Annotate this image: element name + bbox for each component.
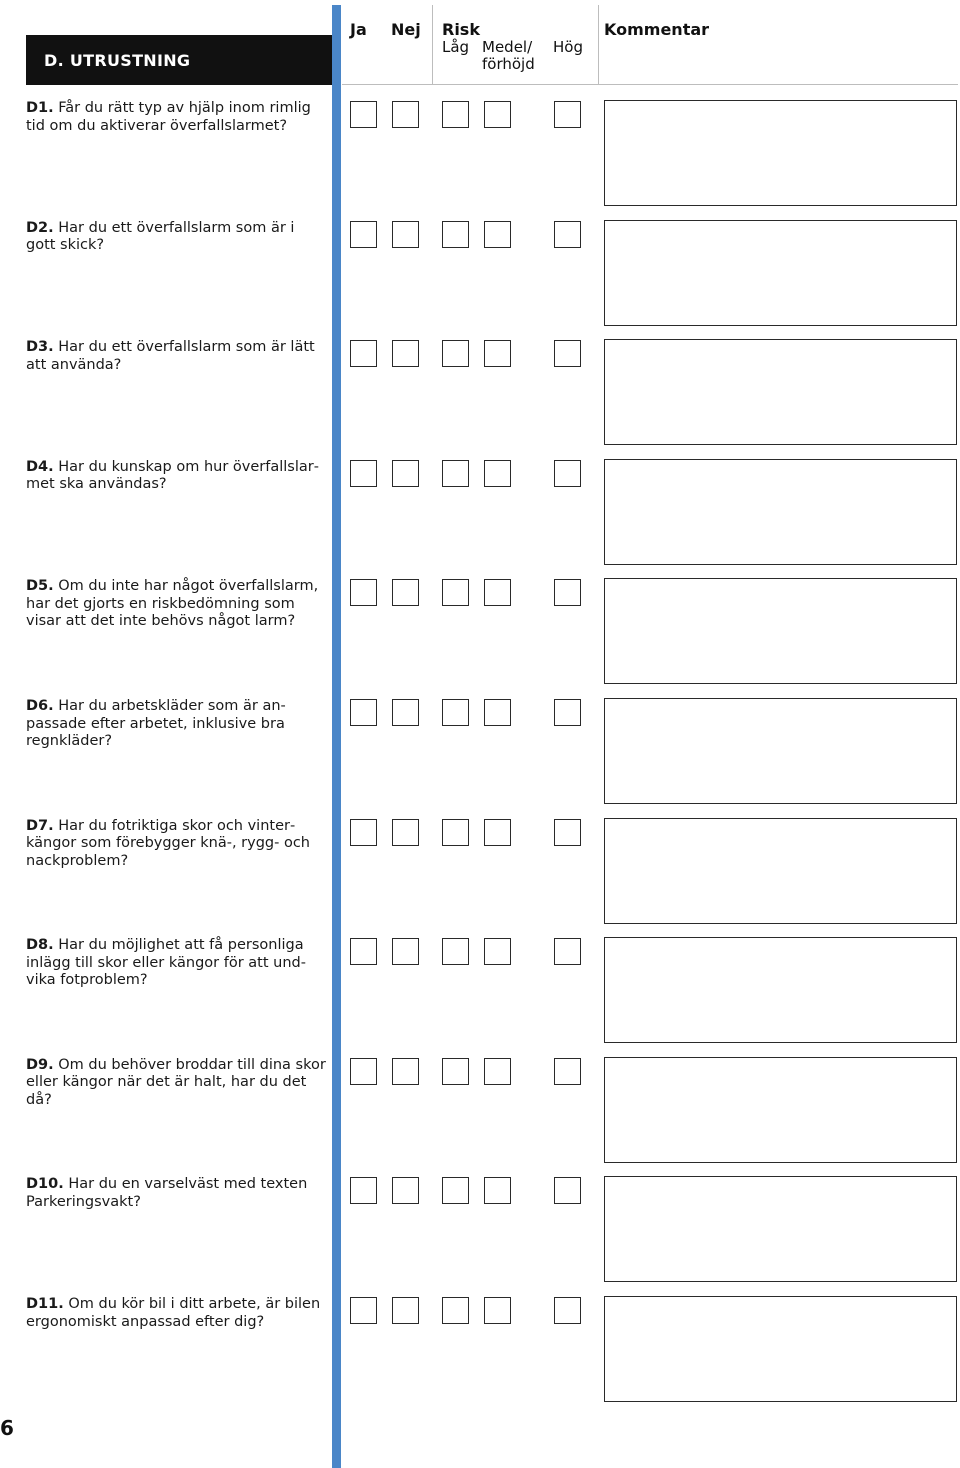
checkbox-nej[interactable] [392, 579, 419, 606]
checkbox-risk-hog[interactable] [554, 1058, 581, 1085]
checkbox-risk-lag[interactable] [442, 1058, 469, 1085]
header-rule [342, 84, 958, 85]
question-body: Om du behöver broddar till dina skor eller kängor när det är halt, har du det då? [26, 1056, 326, 1108]
question-number: D3. [26, 339, 54, 356]
column-ja: Ja [350, 20, 367, 39]
comment-box[interactable] [604, 578, 957, 684]
checkbox-nej[interactable] [392, 699, 419, 726]
checkbox-ja[interactable] [350, 1177, 377, 1204]
checkbox-risk-hog[interactable] [554, 579, 581, 606]
checkbox-risk-lag[interactable] [442, 221, 469, 248]
checkbox-risk-hog[interactable] [554, 938, 581, 965]
question-text [26, 578, 326, 631]
question-text [26, 818, 326, 871]
checkbox-risk-hog[interactable] [554, 1297, 581, 1324]
question-text [26, 100, 326, 135]
comment-box[interactable] [604, 698, 957, 804]
checkbox-risk-medel[interactable] [484, 340, 511, 367]
checkbox-risk-hog[interactable] [554, 101, 581, 128]
column-risk-medel-line1: Medel/ [482, 38, 533, 56]
column-risk-hog: Hög [553, 38, 583, 56]
checkbox-nej[interactable] [392, 819, 419, 846]
question-text [26, 1176, 326, 1211]
checkbox-risk-lag[interactable] [442, 819, 469, 846]
checkbox-risk-hog[interactable] [554, 1177, 581, 1204]
section-header [26, 35, 332, 85]
checkbox-risk-lag[interactable] [442, 699, 469, 726]
question-number: D8. [26, 937, 54, 954]
checkbox-risk-medel[interactable] [484, 579, 511, 606]
question-number: D5. [26, 578, 54, 595]
checkbox-risk-medel[interactable] [484, 101, 511, 128]
question-body: Har du en varselväst med texten Parkeringsvakt? [26, 1176, 308, 1210]
checkbox-risk-lag[interactable] [442, 1297, 469, 1324]
question-number: D9. [26, 1056, 54, 1073]
checkbox-risk-lag[interactable] [442, 938, 469, 965]
question-text [26, 698, 326, 751]
question-number: D7. [26, 817, 54, 834]
checkbox-ja[interactable] [350, 938, 377, 965]
checkbox-nej[interactable] [392, 1058, 419, 1085]
question-body: Har du fotriktiga skor och vinterkängor som förebygger knä-, rygg- och nackproblem? [26, 817, 310, 869]
comment-box[interactable] [604, 1057, 957, 1163]
checkbox-nej[interactable] [392, 460, 419, 487]
checkbox-ja[interactable] [350, 819, 377, 846]
question-body: Har du ett överfallslarm som är lätt att använda? [26, 339, 315, 373]
comment-box[interactable] [604, 459, 957, 565]
checkbox-risk-medel[interactable] [484, 1297, 511, 1324]
page-number: 6 [0, 1416, 14, 1440]
checkbox-risk-lag[interactable] [442, 101, 469, 128]
checkbox-nej[interactable] [392, 101, 419, 128]
question-number: D1. [26, 100, 54, 116]
question-body: Får du rätt typ av hjälp inom rimlig tid om du aktiverar överfallslarmet? [26, 100, 311, 134]
checkbox-ja[interactable] [350, 340, 377, 367]
question-number: D2. [26, 219, 54, 236]
checkbox-ja[interactable] [350, 1058, 377, 1085]
checkbox-risk-medel[interactable] [484, 221, 511, 248]
checkbox-nej[interactable] [392, 221, 419, 248]
checkbox-risk-medel[interactable] [484, 460, 511, 487]
checkbox-risk-hog[interactable] [554, 460, 581, 487]
checkbox-ja[interactable] [350, 460, 377, 487]
question-body: Har du arbetskläder som är anpassade efter arbetet, inklusive bra regnkläder? [26, 698, 286, 749]
question-body: Har du ett överfallslarm som är i gott skick? [26, 219, 295, 254]
checkbox-ja[interactable] [350, 1297, 377, 1324]
question-text [26, 459, 326, 494]
checkbox-risk-hog[interactable] [554, 819, 581, 846]
checkbox-risk-lag[interactable] [442, 1177, 469, 1204]
section-title: D. UTRUSTNING [44, 50, 191, 70]
checkbox-ja[interactable] [350, 221, 377, 248]
comment-box[interactable] [604, 1176, 957, 1282]
checkbox-risk-medel[interactable] [484, 1058, 511, 1085]
question-number: D10. [26, 1176, 64, 1193]
checkbox-ja[interactable] [350, 699, 377, 726]
question-text [26, 220, 326, 255]
checkbox-risk-lag[interactable] [442, 460, 469, 487]
checkbox-ja[interactable] [350, 579, 377, 606]
checkbox-risk-hog[interactable] [554, 340, 581, 367]
checkbox-nej[interactable] [392, 1177, 419, 1204]
column-risk-medel-line2: förhöjd [482, 55, 535, 73]
question-number: D11. [26, 1296, 64, 1312]
question-text [26, 1057, 326, 1110]
question-body: Har du kunskap om hur överfallslarmet ska användas? [26, 458, 319, 493]
question-body: Om du inte har något överfallslarm, har det gjorts en riskbedömning som visar att det inte behövs något larm? [26, 578, 319, 630]
checkbox-risk-medel[interactable] [484, 819, 511, 846]
comment-box[interactable] [604, 818, 957, 924]
checkbox-risk-lag[interactable] [442, 579, 469, 606]
checkbox-ja[interactable] [350, 101, 377, 128]
checkbox-risk-hog[interactable] [554, 699, 581, 726]
checkbox-nej[interactable] [392, 1297, 419, 1324]
comment-box[interactable] [604, 937, 957, 1043]
question-text [26, 1296, 326, 1331]
comment-box[interactable] [604, 339, 957, 445]
blue-divider-bar [332, 5, 341, 1468]
column-nej: Nej [391, 20, 421, 39]
checkbox-nej[interactable] [392, 340, 419, 367]
column-risk-lag: Låg [442, 38, 470, 56]
checkbox-risk-medel[interactable] [484, 699, 511, 726]
column-divider-nej-risk [432, 5, 433, 84]
checkbox-risk-medel[interactable] [484, 938, 511, 965]
column-risk: Risk [442, 20, 480, 39]
comment-box[interactable] [604, 1296, 957, 1402]
column-kommentar: Kommentar [604, 20, 710, 39]
comment-box[interactable] [604, 100, 957, 206]
question-number: D4. [26, 458, 54, 475]
question-number: D6. [26, 698, 54, 714]
question-text [26, 937, 326, 990]
checkbox-risk-lag[interactable] [442, 340, 469, 367]
checkbox-risk-medel[interactable] [484, 1177, 511, 1204]
question-body: Om du kör bil i ditt arbete, är bilen ergonomiskt anpassad efter dig? [26, 1296, 321, 1330]
checkbox-risk-hog[interactable] [554, 221, 581, 248]
comment-box[interactable] [604, 220, 957, 326]
checkbox-nej[interactable] [392, 938, 419, 965]
question-text [26, 339, 326, 374]
column-divider-risk-kommentar [598, 5, 599, 84]
question-body: Har du möjlighet att få personliga inlägg till skor eller kängor för att undvika fotproblem? [26, 937, 306, 989]
